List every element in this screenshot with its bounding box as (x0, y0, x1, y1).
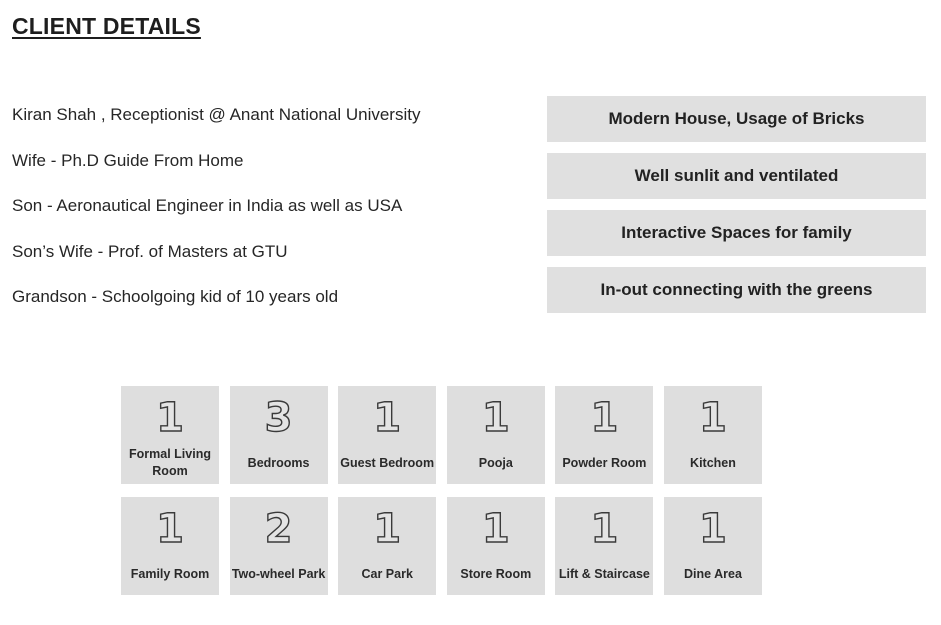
requirement-box: Interactive Spaces for family (547, 210, 926, 256)
room-count: 3 (264, 395, 293, 441)
member-item: Wife - Ph.D Guide From Home (12, 150, 244, 170)
room-label: Lift & Staircase (558, 566, 650, 581)
room-count: 1 (699, 506, 727, 552)
room-label: Car Park (361, 566, 413, 581)
room-count: 1 (156, 395, 184, 441)
design-requirements-list (547, 96, 926, 324)
room-label: Dine Area (684, 566, 742, 581)
room-tile (447, 386, 545, 484)
room-tile (338, 386, 436, 484)
room-tile (555, 386, 653, 484)
room-label: Two-wheel Park (231, 566, 326, 581)
room-tile (230, 386, 328, 484)
room-tile (338, 497, 436, 595)
requirement-box: Modern House, Usage of Bricks (547, 96, 926, 142)
requirement-box: In-out connecting with the greens (547, 267, 926, 313)
member-item: Son - Aeronautical Engineer in India as well as USA (12, 196, 403, 215)
room-count: 1 (699, 395, 727, 441)
room-tile (664, 497, 762, 595)
room-label: Pooja (478, 455, 513, 470)
room-label: Family Room (130, 566, 210, 581)
room-label: Store Room (460, 566, 532, 581)
room-program-grid (121, 386, 762, 595)
room-tile (664, 386, 762, 484)
room-tile (230, 497, 328, 595)
family-members-list (12, 104, 532, 332)
room-count: 1 (373, 506, 402, 552)
room-count: 1 (481, 506, 510, 552)
room-tile (555, 497, 653, 595)
page-title: CLIENT DETAILS (12, 13, 201, 39)
room-label: Formal Living Room (129, 447, 211, 478)
room-label: Powder Room (562, 455, 647, 470)
room-count: 1 (373, 395, 402, 441)
room-tile (447, 497, 545, 595)
member-item: Kiran Shah , Receptionist @ Anant National University (12, 105, 421, 124)
room-count: 1 (481, 395, 510, 441)
room-tile (121, 386, 219, 484)
room-label: Kitchen (690, 455, 736, 470)
member-item: Son’s Wife - Prof. of Masters at GTU (12, 241, 288, 261)
room-count: 1 (590, 395, 619, 441)
room-count: 1 (590, 506, 619, 552)
room-label: Guest Bedroom (340, 455, 435, 470)
requirement-box: Well sunlit and ventilated (547, 153, 926, 199)
room-label: Bedrooms (247, 455, 310, 470)
member-item: Grandson - Schoolgoing kid of 10 years old (12, 287, 339, 306)
room-count: 2 (264, 506, 293, 552)
room-tile (121, 497, 219, 595)
room-count: 1 (156, 506, 184, 552)
